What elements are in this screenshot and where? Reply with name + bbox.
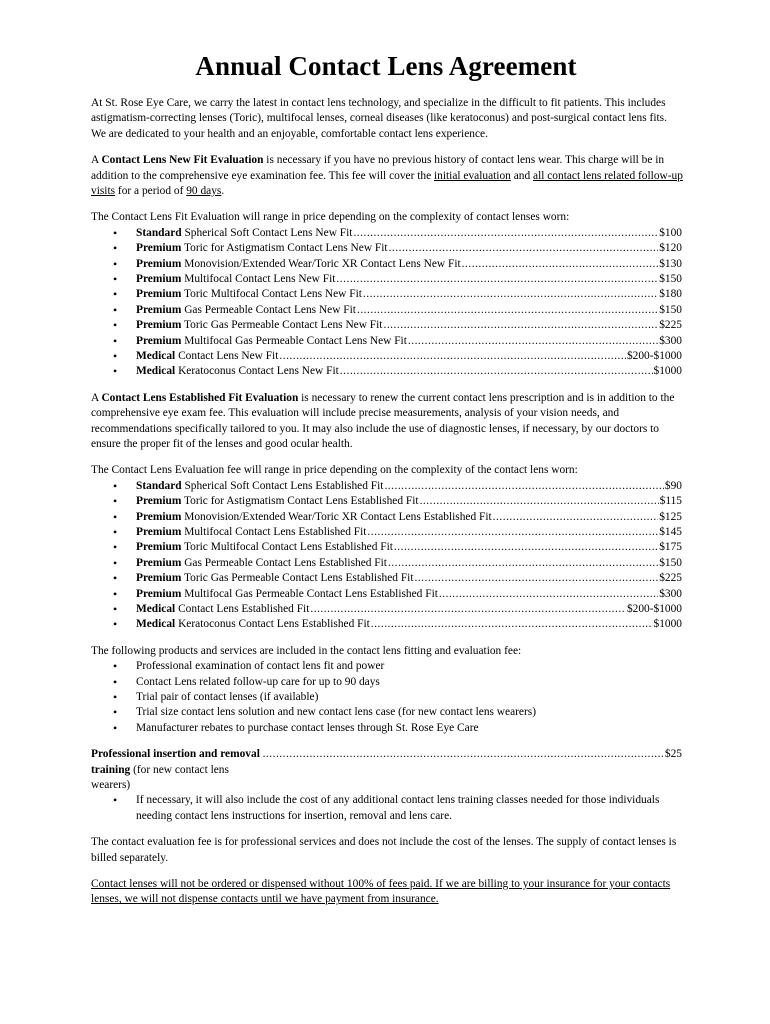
text: is necessary if you have no previous history of contact lens wear. This charge will be in addition to the comprehensive eye examination fee. This fee will cover the: [91, 154, 665, 182]
price-item: [91, 556, 683, 571]
new-fit-price-list: [91, 226, 683, 380]
tier-label: Premium: [136, 525, 182, 538]
established-fit-paragraph: [91, 391, 683, 453]
dot-leader: [462, 257, 659, 272]
item-price: $300: [659, 334, 682, 347]
text: A: [91, 154, 102, 167]
item-desc: Toric Gas Permeable Contact Lens Established Fit: [181, 572, 414, 585]
text: A: [91, 391, 102, 404]
dot-leader: [394, 540, 658, 555]
ninety-days-text: 90 days: [186, 185, 222, 198]
price-item: [91, 241, 683, 256]
price-item: [91, 303, 683, 318]
price-item: [91, 318, 683, 333]
tier-label: Standard: [136, 479, 182, 492]
text: .: [221, 185, 225, 198]
dot-leader: [414, 571, 658, 586]
tier-label: Premium: [136, 242, 182, 255]
dot-leader: [336, 272, 658, 287]
training-fee-row: [91, 747, 682, 793]
tier-label: Medical: [136, 365, 176, 378]
tier-label: Premium: [136, 273, 182, 286]
dot-leader: [383, 318, 658, 333]
price-item: [91, 272, 683, 287]
agreement-page: [91, 48, 683, 908]
price-item: [91, 364, 683, 379]
item-desc: Keratoconus Contact Lens Established Fit: [175, 618, 370, 631]
dot-leader: [388, 556, 658, 571]
follow-up-visits-text: all contact lens related follow-up visits: [91, 169, 683, 198]
item-price: $145: [659, 525, 682, 538]
tier-label: Medical: [136, 349, 176, 362]
dot-leader: [279, 349, 626, 364]
dot-leader: [263, 747, 663, 762]
tier-label: Premium: [136, 556, 182, 569]
price-item: [91, 571, 683, 586]
list-item: • If necessary, it will also include the cost of any additional contact lens training classes needed for those individuals needing contact lens instructions for insertion, removal and lens care.: [91, 793, 683, 824]
new-fit-term: Contact Lens New Fit Evaluation: [101, 154, 264, 167]
item-desc: Contact Lens Established Fit: [175, 602, 310, 615]
tier-label: Medical: [136, 618, 176, 631]
included-list: [91, 659, 683, 736]
item-price: $100: [659, 226, 682, 239]
price-item: [91, 510, 683, 525]
price-item: [91, 617, 683, 632]
intro-paragraph: At St. Rose Eye Care, we carry the latest in contact lens technology, and specialize in the difficult to fit patients. This includes astigmatism-correcting lenses (Toric), multifocal lenses, corneal diseases (like keratoconus) and post-surgical contact lens fits. We are dedicated to your health and an enjoyable, comfortable contact lens experience.: [91, 97, 667, 140]
training-price: $25: [664, 748, 682, 761]
list-item: • Manufacturer rebates to purchase contact lenses through St. Rose Eye Care: [91, 721, 683, 736]
item-desc: Toric for Astigmatism Contact Lens New Fit: [181, 242, 388, 255]
dot-leader: [371, 617, 653, 632]
included-intro: The following products and services are included in the contact lens fitting and evaluation fee:: [91, 644, 522, 657]
list-item: • Contact Lens related follow-up care for up to 90 days: [91, 675, 683, 690]
price-item: [91, 479, 683, 494]
item-price: $1000: [653, 618, 682, 631]
item-desc: Toric Multifocal Contact Lens Established Fit: [181, 541, 393, 554]
training-qualifier: (for new contact lens wearers): [91, 763, 229, 791]
fee-note: The contact evaluation fee is for professional services and does not include the cost of the lenses. The supply of contact lenses is billed separately.: [91, 836, 677, 864]
item-price: $90: [664, 479, 682, 492]
tier-label: Premium: [136, 572, 182, 585]
text: is necessary to renew the current contact lens prescription and is in addition to the comprehensive eye exam fee. This evaluation will include precise measurements, analysis of your vision needs, and recommendations specifically tailored to you. It may also include the use of diagnostic lenses, if necessary, by our doctors to ensure the proper fit of the lenses and good ocular health.: [91, 391, 675, 450]
item-price: $200-$1000: [626, 602, 682, 615]
dot-leader: [353, 226, 658, 241]
item-price: $180: [659, 288, 682, 301]
payment-policy: Contact lenses will not be ordered or dispensed without 100% of fees paid. If we are billing to your insurance for your contacts lenses, we will not dispense contacts until we have payment from insurance.: [91, 877, 671, 906]
item-desc: Spherical Soft Contact Lens New Fit: [181, 226, 353, 239]
price-item: [91, 287, 683, 302]
dot-leader: [363, 287, 658, 302]
new-fit-paragraph: [91, 153, 683, 199]
item-price: $150: [659, 303, 682, 316]
item-price: $150: [659, 273, 682, 286]
list-item: • Trial pair of contact lenses (if available): [91, 690, 683, 705]
tier-label: Premium: [136, 495, 182, 508]
price-item: [91, 494, 683, 509]
item-desc: Multifocal Contact Lens Established Fit: [181, 525, 367, 538]
dot-leader: [493, 510, 659, 525]
item-desc: Contact Lens New Fit: [175, 349, 279, 362]
item-price: $300: [659, 587, 682, 600]
item-desc: Multifocal Gas Permeable Contact Lens Established Fit: [181, 587, 438, 600]
item-desc: Gas Permeable Contact Lens New Fit: [181, 303, 356, 316]
dot-leader: [340, 364, 653, 379]
item-price: $130: [659, 257, 682, 270]
item-price: $225: [659, 572, 682, 585]
dot-leader: [384, 479, 663, 494]
tier-label: Medical: [136, 602, 176, 615]
item-price: $125: [659, 510, 682, 523]
new-fit-range-intro: The Contact Lens Fit Evaluation will range in price depending on the complexity of contact lenses worn:: [91, 211, 570, 224]
dot-leader: [389, 241, 659, 256]
item-price: $120: [659, 242, 682, 255]
page-title: Annual Contact Lens Agreement: [195, 51, 577, 81]
list-item: • Trial size contact lens solution and new contact lens case (for new contact lens wearers): [91, 705, 683, 720]
item-price: $150: [659, 556, 682, 569]
item-desc: Keratoconus Contact Lens New Fit: [175, 365, 339, 378]
item-price: $200-$1000: [626, 349, 682, 362]
item-desc: Toric for Astigmatism Contact Lens Established Fit: [181, 495, 419, 508]
list-item: • Professional examination of contact lens fit and power: [91, 659, 683, 674]
item-desc: Multifocal Contact Lens New Fit: [181, 273, 336, 286]
established-fit-price-list: [91, 479, 683, 633]
tier-label: Premium: [136, 303, 182, 316]
training-notes: [91, 793, 683, 824]
text: and: [510, 169, 534, 182]
tier-label: Premium: [136, 510, 182, 523]
dot-leader: [310, 602, 626, 617]
dot-leader: [357, 303, 658, 318]
dot-leader: [439, 587, 658, 602]
item-desc: Spherical Soft Contact Lens Established Fit: [181, 479, 384, 492]
tier-label: Premium: [136, 541, 182, 554]
price-item: [91, 334, 683, 349]
item-desc: Toric Gas Permeable Contact Lens New Fit: [181, 319, 383, 332]
tier-label: Premium: [136, 334, 182, 347]
item-desc: Monovision/Extended Wear/Toric XR Contact Lens New Fit: [181, 257, 461, 270]
tier-label: Premium: [136, 587, 182, 600]
price-item: [91, 602, 683, 617]
item-price: $175: [659, 541, 682, 554]
item-price: $1000: [653, 365, 682, 378]
price-item: [91, 525, 683, 540]
established-fit-term: Contact Lens Established Fit Evaluation: [101, 391, 299, 404]
dot-leader: [367, 525, 658, 540]
item-price: $225: [659, 319, 682, 332]
tier-label: Premium: [136, 257, 182, 270]
price-item: [91, 540, 683, 555]
price-item: [91, 226, 683, 241]
dot-leader: [420, 494, 659, 509]
item-price: $115: [659, 495, 682, 508]
training-label: Professional insertion and removal training: [91, 748, 260, 776]
item-desc: Multifocal Gas Permeable Contact Lens New Fit: [181, 334, 407, 347]
tier-label: Premium: [136, 319, 182, 332]
price-item: [91, 587, 683, 602]
item-desc: Toric Multifocal Contact Lens New Fit: [181, 288, 362, 301]
text: for a period of: [115, 185, 187, 198]
item-desc: Gas Permeable Contact Lens Established Fit: [181, 556, 387, 569]
price-item: [91, 349, 683, 364]
tier-label: Standard: [136, 226, 182, 239]
price-item: [91, 257, 683, 272]
tier-label: Premium: [136, 288, 182, 301]
established-fit-range-intro: The Contact Lens Evaluation fee will range in price depending on the complexity of the contact lens worn:: [91, 464, 578, 477]
item-desc: Monovision/Extended Wear/Toric XR Contact Lens Established Fit: [181, 510, 492, 523]
initial-evaluation-text: initial evaluation: [433, 169, 511, 182]
dot-leader: [408, 334, 658, 349]
